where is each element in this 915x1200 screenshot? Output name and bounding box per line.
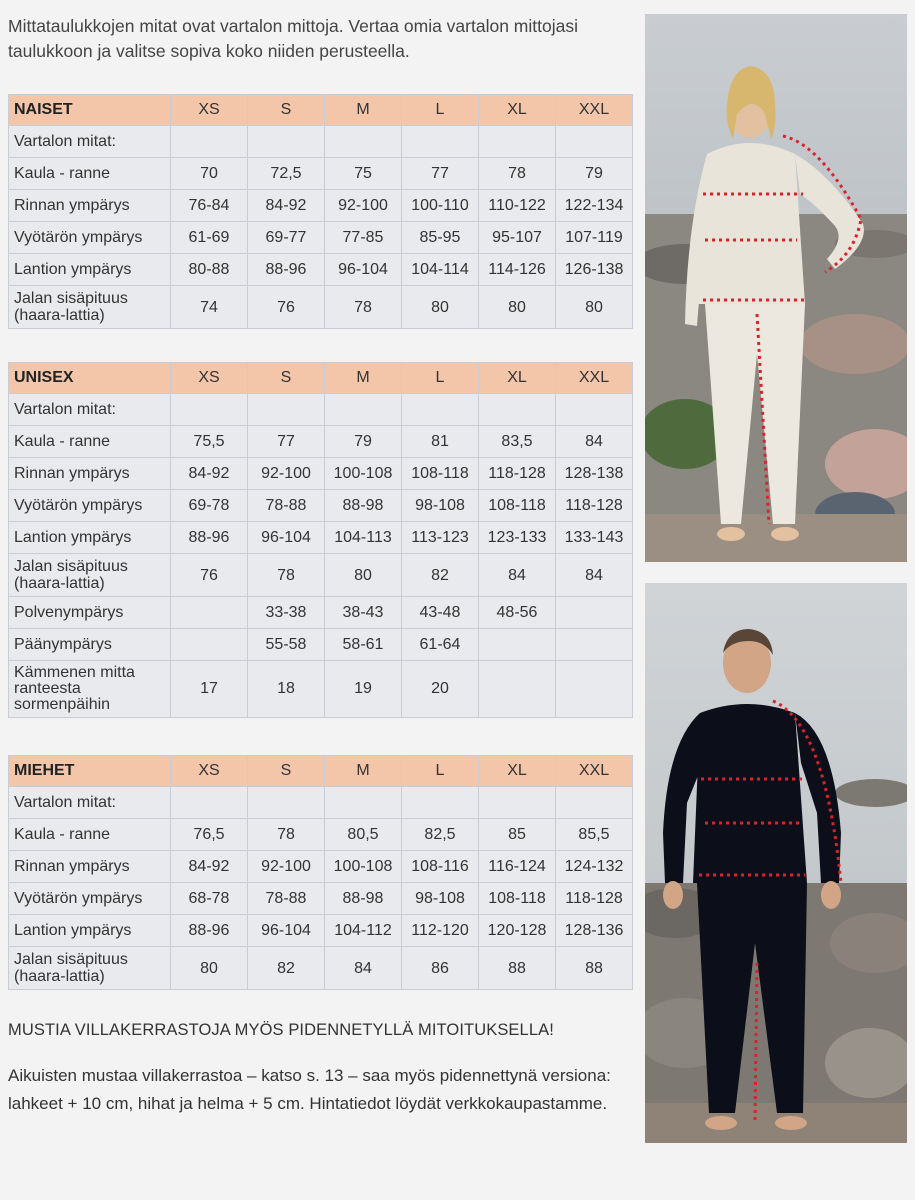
woman-photo [645, 14, 907, 562]
table-cell [248, 787, 325, 819]
table-cell: 104-113 [325, 522, 402, 554]
table-cell: 76-84 [171, 190, 248, 222]
size-header: M [325, 95, 402, 126]
size-header: XS [171, 363, 248, 394]
size-header: XS [171, 95, 248, 126]
table-cell: 84-92 [171, 458, 248, 490]
promo-text: Aikuisten mustaa villakerrastoa – katso s. 13 – saa myös pidennettynä versiona: lahkeet + 10 cm, hihat ja helma + 5 cm. Hintatiedot löydät verkkokaupastamme. [8, 1066, 611, 1113]
size-header: S [248, 756, 325, 787]
table-cell: 61-69 [171, 222, 248, 254]
table-row [9, 394, 633, 426]
row-label: Päänympärys [9, 629, 171, 661]
size-header: XL [479, 363, 556, 394]
table-cell: 128-138 [556, 458, 633, 490]
table-cell: 17 [171, 661, 248, 718]
table-cell: 82,5 [402, 819, 479, 851]
row-label: Jalan sisäpituus (haara-lattia) [9, 947, 171, 990]
size-header: XXL [556, 756, 633, 787]
table-cell: 80-88 [171, 254, 248, 286]
table-cell: 80 [479, 286, 556, 329]
table-cell: 72,5 [248, 158, 325, 190]
table-cell [402, 394, 479, 426]
table-cell [479, 629, 556, 661]
table-cell: 80 [325, 554, 402, 597]
table-cell: 78 [248, 554, 325, 597]
table-row [9, 661, 633, 718]
row-label: Vartalon mitat: [9, 126, 171, 158]
table-cell: 126-138 [556, 254, 633, 286]
table-cell: 18 [248, 661, 325, 718]
size-header: S [248, 363, 325, 394]
row-label: Vartalon mitat: [9, 787, 171, 819]
table-cell: 122-134 [556, 190, 633, 222]
table-row [9, 522, 633, 554]
table-row [9, 286, 633, 329]
table-cell: 98-108 [402, 883, 479, 915]
table-cell: 104-114 [402, 254, 479, 286]
table-cell [325, 126, 402, 158]
table-row [9, 915, 633, 947]
table-cell: 77 [402, 158, 479, 190]
table-cell: 108-118 [402, 458, 479, 490]
size-header: XXL [556, 95, 633, 126]
table-cell: 69-78 [171, 490, 248, 522]
table-cell: 80 [556, 286, 633, 329]
row-label: Rinnan ympärys [9, 851, 171, 883]
size-header: S [248, 95, 325, 126]
table-cell: 78 [479, 158, 556, 190]
table-cell: 128-136 [556, 915, 633, 947]
table-cell: 85,5 [556, 819, 633, 851]
table-cell: 76,5 [171, 819, 248, 851]
table-cell [402, 787, 479, 819]
size-header: L [402, 95, 479, 126]
table-cell: 88-98 [325, 883, 402, 915]
table-cell: 88-98 [325, 490, 402, 522]
table-cell: 88 [479, 947, 556, 990]
table-cell: 107-119 [556, 222, 633, 254]
table-cell: 76 [171, 554, 248, 597]
table-cell [171, 394, 248, 426]
table-cell: 110-122 [479, 190, 556, 222]
row-label: Vartalon mitat: [9, 394, 171, 426]
table-cell: 84-92 [248, 190, 325, 222]
table-cell: 118-128 [556, 883, 633, 915]
table-cell: 43-48 [402, 597, 479, 629]
table-cell: 75,5 [171, 426, 248, 458]
table-cell: 82 [248, 947, 325, 990]
row-label: Kaula - ranne [9, 158, 171, 190]
man-photo [645, 583, 907, 1143]
size-header: L [402, 363, 479, 394]
row-label: Kaula - ranne [9, 819, 171, 851]
table-cell: 77 [248, 426, 325, 458]
table-cell: 85 [479, 819, 556, 851]
table-cell [556, 661, 633, 718]
table-cell: 108-116 [402, 851, 479, 883]
table-cell: 79 [325, 426, 402, 458]
row-label: Kaula - ranne [9, 426, 171, 458]
table-cell: 84 [325, 947, 402, 990]
table-cell: 104-112 [325, 915, 402, 947]
table-cell [325, 394, 402, 426]
table-cell: 80 [402, 286, 479, 329]
table-cell: 86 [402, 947, 479, 990]
table-header-row [9, 756, 633, 787]
row-label: Jalan sisäpituus (haara-lattia) [9, 286, 171, 329]
row-label: Lantion ympärys [9, 915, 171, 947]
table-cell: 70 [171, 158, 248, 190]
size-header: M [325, 756, 402, 787]
table-cell [479, 394, 556, 426]
table-cell [556, 126, 633, 158]
table-cell: 84 [479, 554, 556, 597]
size-table-miehet [8, 755, 633, 990]
table-row [9, 158, 633, 190]
table-cell: 120-128 [479, 915, 556, 947]
size-table-unisex [8, 362, 633, 718]
table-cell: 83,5 [479, 426, 556, 458]
table-cell: 98-108 [402, 490, 479, 522]
table-cell [171, 126, 248, 158]
table-cell: 108-118 [479, 490, 556, 522]
table-cell: 38-43 [325, 597, 402, 629]
table-cell: 114-126 [479, 254, 556, 286]
table-cell: 100-108 [325, 851, 402, 883]
table-cell: 100-108 [325, 458, 402, 490]
table-cell: 108-118 [479, 883, 556, 915]
table-cell: 88-96 [171, 915, 248, 947]
size-header: XL [479, 756, 556, 787]
table-row [9, 190, 633, 222]
size-header: L [402, 756, 479, 787]
table-row [9, 490, 633, 522]
table-cell: 95-107 [479, 222, 556, 254]
table-row [9, 254, 633, 286]
row-label: Lantion ympärys [9, 254, 171, 286]
table-cell: 79 [556, 158, 633, 190]
table-cell [556, 394, 633, 426]
table-row [9, 819, 633, 851]
table-cell: 55-58 [248, 629, 325, 661]
table-cell: 92-100 [248, 851, 325, 883]
table-cell: 85-95 [402, 222, 479, 254]
row-label: Vyötärön ympärys [9, 222, 171, 254]
table-row [9, 222, 633, 254]
table-cell: 77-85 [325, 222, 402, 254]
table-cell: 96-104 [325, 254, 402, 286]
table-row [9, 629, 633, 661]
table-cell: 84 [556, 426, 633, 458]
table-cell: 88-96 [171, 522, 248, 554]
table-row [9, 883, 633, 915]
table-cell [248, 126, 325, 158]
table-cell: 81 [402, 426, 479, 458]
table-row [9, 554, 633, 597]
table-cell: 88-96 [248, 254, 325, 286]
table-cell: 19 [325, 661, 402, 718]
table-title: MIEHET [9, 756, 171, 787]
row-label: Vyötärön ympärys [9, 883, 171, 915]
table-cell [171, 597, 248, 629]
promo-title: MUSTIA VILLAKERRASTOJA MYÖS PIDENNETYLLÄ MITOITUKSELLA! [8, 1021, 554, 1039]
table-cell: 113-123 [402, 522, 479, 554]
table-row [9, 947, 633, 990]
row-label: Polvenympärys [9, 597, 171, 629]
table-cell: 58-61 [325, 629, 402, 661]
table-cell: 68-78 [171, 883, 248, 915]
table-cell: 100-110 [402, 190, 479, 222]
intro-text: Mittataulukkojen mitat ovat vartalon mittoja. Vertaa omia vartalon mittojasi taulukkoon ja valitse sopiva koko niiden perusteella. [8, 16, 578, 61]
table-cell: 84 [556, 554, 633, 597]
table-cell [325, 787, 402, 819]
table-cell: 76 [248, 286, 325, 329]
table-cell: 78 [325, 286, 402, 329]
table-cell: 78-88 [248, 883, 325, 915]
row-label: Vyötärön ympärys [9, 490, 171, 522]
table-cell [479, 787, 556, 819]
table-row [9, 126, 633, 158]
table-cell: 61-64 [402, 629, 479, 661]
table-cell: 124-132 [556, 851, 633, 883]
table-header-row [9, 95, 633, 126]
table-cell: 88 [556, 947, 633, 990]
row-label: Jalan sisäpituus (haara-lattia) [9, 554, 171, 597]
table-cell [171, 629, 248, 661]
table-cell: 33-38 [248, 597, 325, 629]
table-title: NAISET [9, 95, 171, 126]
table-cell: 112-120 [402, 915, 479, 947]
row-label: Rinnan ympärys [9, 458, 171, 490]
table-cell [248, 394, 325, 426]
table-cell: 118-128 [556, 490, 633, 522]
size-header: XS [171, 756, 248, 787]
row-label: Lantion ympärys [9, 522, 171, 554]
table-cell: 74 [171, 286, 248, 329]
table-row [9, 851, 633, 883]
table-cell: 80,5 [325, 819, 402, 851]
table-row [9, 787, 633, 819]
table-cell: 75 [325, 158, 402, 190]
table-cell: 92-100 [325, 190, 402, 222]
table-cell [479, 661, 556, 718]
size-header: XXL [556, 363, 633, 394]
table-cell: 82 [402, 554, 479, 597]
size-header: XL [479, 95, 556, 126]
table-cell: 96-104 [248, 915, 325, 947]
table-cell: 78 [248, 819, 325, 851]
table-cell [479, 126, 556, 158]
table-cell: 133-143 [556, 522, 633, 554]
table-cell: 69-77 [248, 222, 325, 254]
table-cell: 78-88 [248, 490, 325, 522]
table-row [9, 426, 633, 458]
table-cell: 96-104 [248, 522, 325, 554]
table-header-row [9, 363, 633, 394]
table-row [9, 458, 633, 490]
table-cell: 92-100 [248, 458, 325, 490]
table-cell: 20 [402, 661, 479, 718]
table-cell: 48-56 [479, 597, 556, 629]
size-header: M [325, 363, 402, 394]
row-label: Rinnan ympärys [9, 190, 171, 222]
table-cell [171, 787, 248, 819]
row-label: Kämmenen mitta ranteesta sormenpäihin [9, 661, 171, 718]
table-cell: 123-133 [479, 522, 556, 554]
table-cell: 118-128 [479, 458, 556, 490]
table-cell: 84-92 [171, 851, 248, 883]
table-title: UNISEX [9, 363, 171, 394]
size-table-naiset [8, 94, 633, 329]
table-cell [556, 597, 633, 629]
table-row [9, 597, 633, 629]
table-cell [556, 629, 633, 661]
table-cell [556, 787, 633, 819]
table-cell [402, 126, 479, 158]
table-cell: 116-124 [479, 851, 556, 883]
table-cell: 80 [171, 947, 248, 990]
